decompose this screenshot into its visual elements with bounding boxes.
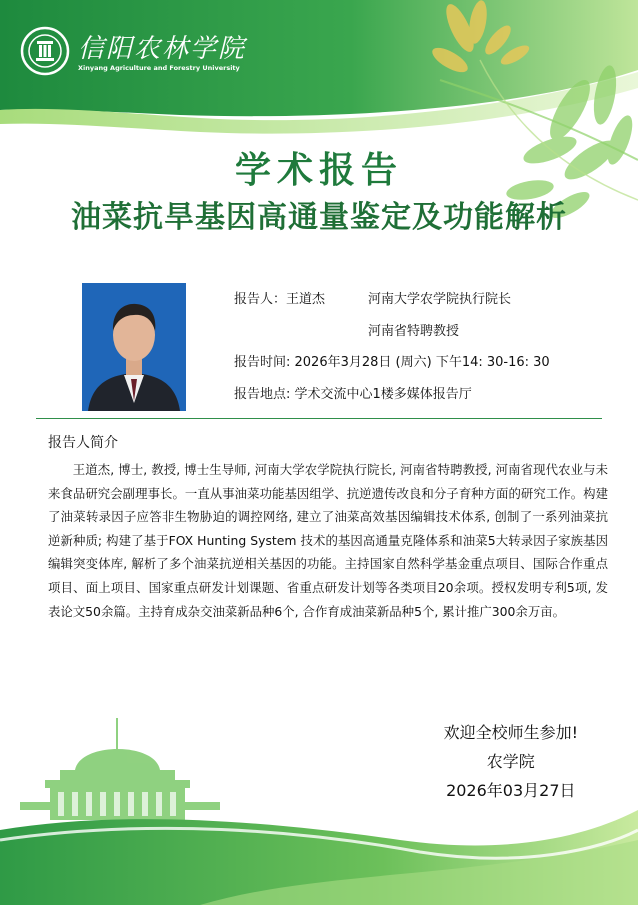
time-label: 报告时间:: [234, 355, 295, 370]
university-logo: [20, 24, 280, 84]
speaker-name: 王道杰: [286, 292, 326, 307]
report-topic: 油菜抗旱基因高通量鉴定及功能解析: [71, 200, 567, 235]
poster-title: 学术报告: [234, 150, 403, 191]
speaker-photo: [82, 283, 186, 411]
location-row: [234, 383, 472, 402]
time-row: [234, 351, 550, 370]
location-label: 报告地点:: [234, 387, 295, 402]
section-divider: [36, 418, 602, 419]
university-name-cn: 信阳农林学院: [78, 34, 247, 64]
speaker-label: 报告人：: [234, 292, 287, 307]
speaker-title-1: 河南大学农学院执行院长: [368, 292, 512, 307]
welcome-text: 欢迎全校师生参加!: [443, 723, 578, 742]
bio-heading: 报告人简介: [48, 435, 118, 451]
bio-text: 王道杰, 博士, 教授, 博士生导师, 河南大学农学院执行院长, 河南省特聘教授, 河南省现代农业与未来食品研究会副理事长。一直从事油菜功能基因组学、抗逆遗传改良和分子育种方面的研究工作。构建了油菜转录因子应答非生物胁迫的调控网络, 建立了油菜高效基因编辑技术体系, 创制了一系列油菜抗逆新种质; 构建了基于FOX Hunting System 技术的基因高通量克隆体系和油菜5大转录因子家族基因编辑突变体库, 解析了多个油菜抗逆相关基因的功能。主持国家自然科学基金重点项目、国际合作重点项目、面上项目、国家重点研发计划课题、省重点研发计划等各类项目20余项。授权发明专利5项, 发表论文50余篇。主持育成杂交油菜新品种6个, 合作育成油菜新品种5个, 累计推广300余万亩。: [48, 462, 608, 619]
location-value: 学术交流中心1楼多媒体报告厅: [294, 387, 472, 402]
footer: [444, 718, 578, 805]
university-name-en: Xinyang Agriculture and Forestry University: [78, 64, 240, 72]
time-value: 2026年3月28日 (周六) 下午14: 30-16: 30: [294, 355, 550, 370]
issue-date: 2026年03月27日: [446, 781, 576, 800]
speaker-row: [234, 288, 325, 307]
organizer: 农学院: [486, 752, 535, 771]
university-emblem-icon: [20, 26, 70, 76]
speaker-title-2: 河南省特聘教授: [368, 324, 460, 339]
